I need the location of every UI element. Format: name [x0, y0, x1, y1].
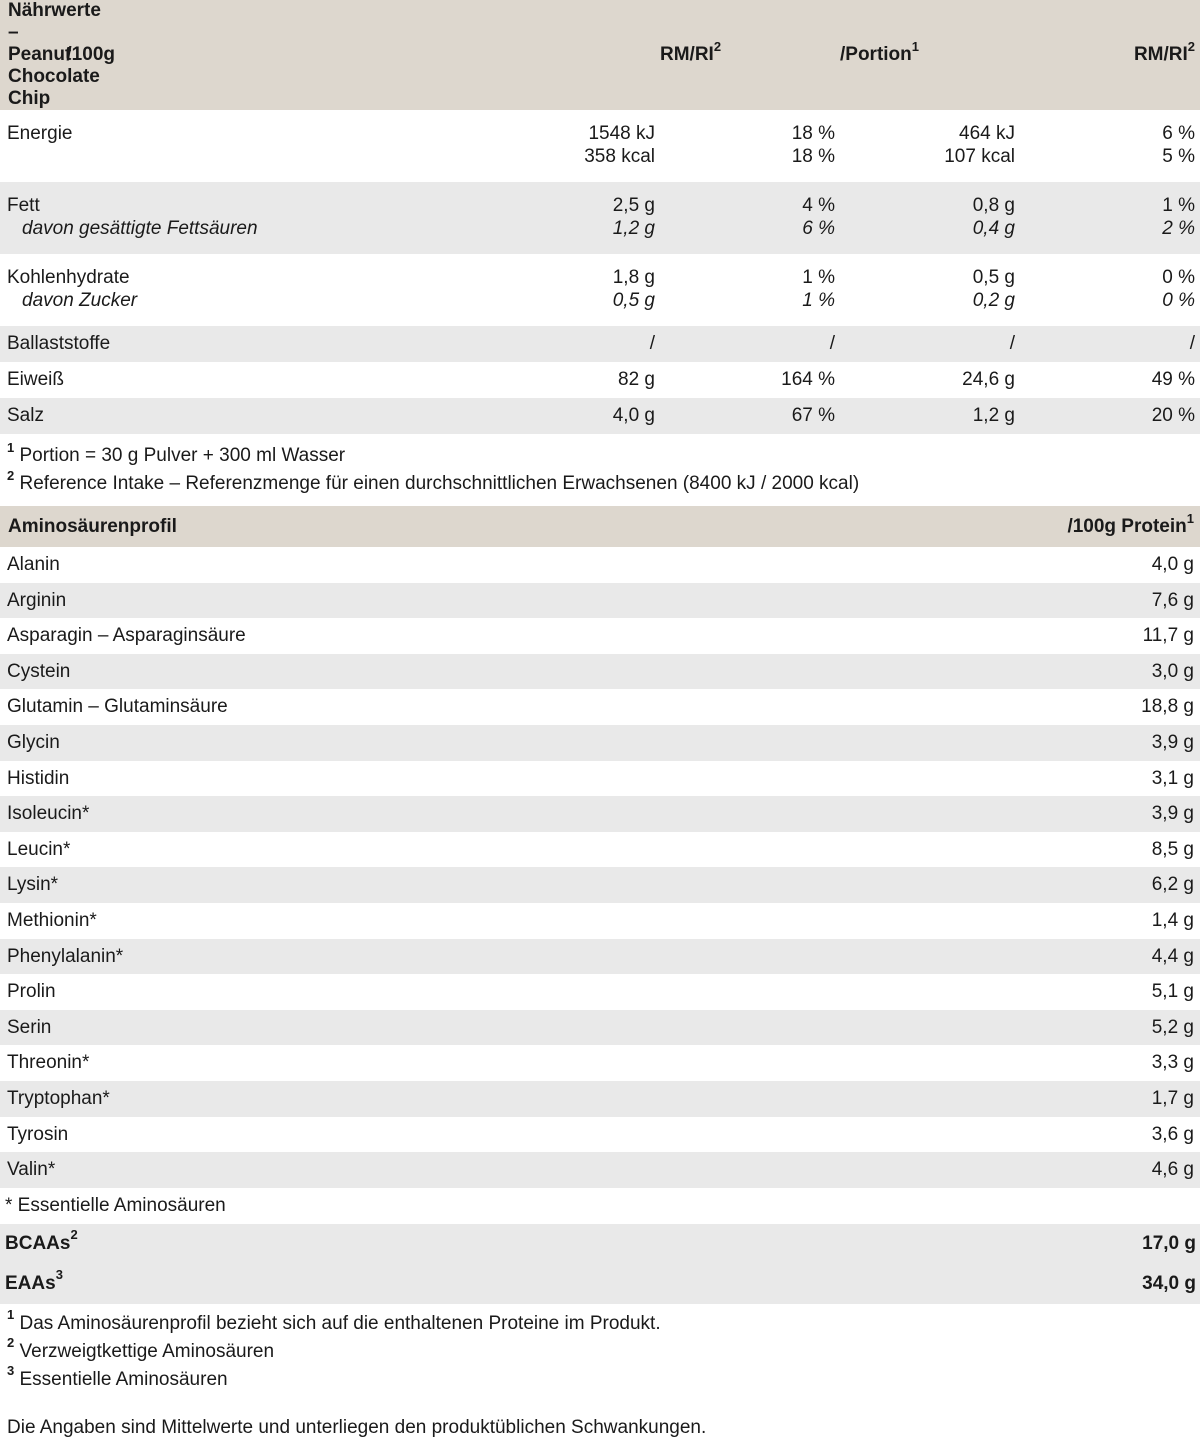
- amino-header-value: [1067, 506, 1194, 547]
- nutrition-line: [0, 404, 1200, 428]
- amino-row: [0, 725, 1200, 761]
- amino-name: Alanin: [7, 554, 60, 575]
- nutrient-value: 2 %: [1162, 218, 1195, 239]
- nutrient-sub-label: davon Zucker: [22, 290, 138, 311]
- nutrient-label: Salz: [7, 405, 44, 426]
- nutrient-value: 1,8 g: [612, 267, 655, 288]
- amino-value: 4,0 g: [1151, 554, 1194, 575]
- amino-name: Histidin: [7, 767, 70, 789]
- nutrient-value: 0,8 g: [972, 195, 1015, 216]
- nutrition-line: [0, 266, 1200, 289]
- bcaa-label-text: BCAAs: [5, 1232, 71, 1254]
- amino-name: Methionin*: [7, 909, 97, 931]
- amino-section: [0, 506, 1200, 1304]
- nutrient-value: 82 g: [618, 369, 655, 390]
- nutrient-value: 358 kcal: [584, 146, 655, 167]
- amino-value: 3,1 g: [1151, 767, 1194, 789]
- amino-row: [0, 761, 1200, 797]
- bcaa-label: [5, 1224, 78, 1264]
- amino-row: [0, 867, 1200, 903]
- essential-note: * Essentielle Aminosäuren: [0, 1188, 1200, 1224]
- nutrient-value: 107 kcal: [944, 146, 1015, 167]
- nutrient-label: Kohlenhydrate: [7, 267, 130, 288]
- footnote: $^3$ Essentielle Aminosäuren: [7, 1363, 228, 1390]
- eaa-value: 34,0 g: [1142, 1272, 1196, 1294]
- nutrition-row: [0, 326, 1200, 362]
- amino-name: Glutamin – Glutaminsäure: [7, 696, 228, 718]
- amino-row: [0, 939, 1200, 975]
- header-portion: /Portion$^1$: [840, 0, 1020, 110]
- nutrition-row: [0, 182, 1200, 254]
- amino-value: 3,3 g: [1151, 1052, 1194, 1074]
- amino-value: 1,4 g: [1151, 909, 1194, 931]
- nutrient-value: 18 %: [791, 146, 835, 167]
- nutrient-value: 164 %: [781, 369, 835, 390]
- nutrient-value: 1 %: [802, 267, 835, 288]
- nutrient-value: 4 %: [802, 195, 835, 216]
- nutrient-value: 6 %: [1162, 123, 1195, 144]
- amino-row: [0, 1152, 1200, 1188]
- nutrition-row: [0, 398, 1200, 434]
- amino-value: 4,6 g: [1151, 1159, 1194, 1181]
- amino-value: 18,8 g: [1141, 696, 1194, 718]
- amino-name: Tyrosin: [7, 1123, 69, 1145]
- amino-row: [0, 903, 1200, 939]
- nutrient-value: 18 %: [791, 123, 835, 144]
- amino-name: Valin*: [7, 1159, 56, 1181]
- amino-name: Lysin*: [7, 874, 59, 896]
- nutrient-value: 0,2 g: [972, 290, 1015, 311]
- nutrient-label: Ballaststoffe: [7, 333, 111, 354]
- nutrition-row: [0, 110, 1200, 182]
- nutrient-value: 464 kJ: [959, 123, 1015, 144]
- nutrient-value: 49 %: [1151, 369, 1195, 390]
- amino-header-label: Aminosäurenprofil: [8, 516, 177, 537]
- nutrition-footnotes: [0, 434, 1200, 506]
- amino-value: 5,1 g: [1151, 981, 1194, 1003]
- amino-name: Glycin: [7, 731, 60, 753]
- nutrient-value: 5 %: [1162, 146, 1195, 167]
- nutrient-label: Fett: [7, 195, 40, 216]
- amino-value: 4,4 g: [1151, 945, 1194, 967]
- amino-name: Arginin: [7, 589, 67, 611]
- nutrition-row: [0, 362, 1200, 398]
- nutrition-line: [0, 194, 1200, 217]
- nutrition-body: [0, 110, 1200, 434]
- nutrient-value: 1 %: [802, 290, 835, 311]
- footnote: $^1$ Portion = 30 g Pulver + 300 ml Wasser: [7, 439, 346, 466]
- amino-value: 3,0 g: [1151, 660, 1194, 682]
- amino-row: [0, 974, 1200, 1010]
- bcaa-value: 17,0 g: [1142, 1232, 1196, 1254]
- amino-row: [0, 832, 1200, 868]
- amino-row: [0, 547, 1200, 583]
- amino-value: 3,9 g: [1151, 803, 1194, 825]
- nutrient-value: 0 %: [1162, 267, 1195, 288]
- header-rmri-portion: $RM/RI^2$: [1020, 0, 1200, 110]
- amino-row: [0, 1117, 1200, 1153]
- nutrition-row: [0, 254, 1200, 326]
- header-per100: /100g: [0, 0, 660, 110]
- amino-value: 5,2 g: [1151, 1016, 1194, 1038]
- amino-name: Leucin*: [7, 838, 71, 860]
- nutrient-value: 20 %: [1151, 405, 1195, 426]
- nutrient-value: /: [649, 333, 655, 354]
- amino-name: Prolin: [7, 981, 56, 1003]
- amino-name: Tryptophan*: [7, 1087, 110, 1109]
- amino-value: 11,7 g: [1142, 625, 1194, 647]
- nutrient-value: 67 %: [791, 405, 835, 426]
- disclaimer: Die Angaben sind Mittelwerte und unterliegen den produktüblichen Schwankungen.: [7, 1416, 707, 1438]
- nutrient-value: 1548 kJ: [588, 123, 655, 144]
- amino-value: 3,6 g: [1151, 1123, 1194, 1145]
- nutrient-value: /: [1009, 333, 1015, 354]
- nutrient-value: 6 %: [802, 218, 835, 239]
- nutrient-label: Eiweiß: [7, 369, 65, 390]
- amino-value: 6,2 g: [1151, 874, 1194, 896]
- nutrient-value: 1 %: [1162, 195, 1195, 216]
- bcaa-label-sup: 2: [70, 1227, 78, 1243]
- amino-value: 7,6 g: [1151, 589, 1194, 611]
- nutrition-table: [0, 0, 1200, 110]
- amino-row: [0, 1045, 1200, 1081]
- nutrient-value: 0,5 g: [612, 290, 655, 311]
- amino-name: Cystein: [7, 660, 71, 682]
- amino-header-value-sup: 1: [1186, 510, 1194, 526]
- amino-row: [0, 796, 1200, 832]
- nutrient-value: 24,6 g: [962, 369, 1015, 390]
- amino-footnotes: [0, 1304, 1200, 1394]
- eaa-label-sup: 3: [55, 1267, 63, 1283]
- nutrient-value: /: [829, 333, 835, 354]
- amino-value: 1,7 g: [1151, 1087, 1194, 1109]
- nutrient-value: 1,2 g: [612, 218, 655, 239]
- nutrition-line: [0, 122, 1200, 145]
- nutrient-value: /: [1189, 333, 1195, 354]
- nutrition-header-row: Nährwerte – Peanut Chocolate Chip /100g $RM/RI^2$ /Portion$^1$ $RM/RI^2$: [0, 0, 1200, 110]
- amino-header-value-text: /100g Protein: [1067, 516, 1187, 537]
- eaa-row: [0, 1264, 1200, 1304]
- bcaa-row: [0, 1224, 1200, 1264]
- nutrition-line: [0, 145, 1200, 168]
- amino-row: [0, 1010, 1200, 1046]
- nutrient-value: 1,2 g: [972, 405, 1015, 426]
- amino-name: Asparagin – Asparaginsäure: [7, 625, 246, 647]
- nutrient-label: Energie: [7, 123, 73, 144]
- eaa-label-text: EAAs: [5, 1272, 56, 1294]
- amino-name: Phenylalanin*: [7, 945, 124, 967]
- amino-name: Isoleucin*: [7, 803, 90, 825]
- amino-value: 3,9 g: [1151, 731, 1194, 753]
- nutrition-line: [0, 332, 1200, 356]
- nutrient-value: 0 %: [1162, 290, 1195, 311]
- header-rmri-100: $RM/RI^2$: [660, 0, 840, 110]
- nutrient-value: 0,4 g: [972, 218, 1015, 239]
- nutrition-line: [0, 368, 1200, 392]
- amino-row: [0, 689, 1200, 725]
- amino-row: [0, 583, 1200, 619]
- amino-name: Serin: [7, 1016, 52, 1038]
- amino-name: Threonin*: [7, 1052, 90, 1074]
- footnote: $^2$ Reference Intake – Referenzmenge für einen durchschnittlichen Erwachsenen (8400 kJ / 2000 kcal): [7, 467, 860, 494]
- nutrient-sub-label: davon gesättigte Fettsäuren: [22, 218, 258, 239]
- nutrient-value: 4,0 g: [612, 405, 655, 426]
- eaa-label: [5, 1264, 63, 1304]
- footnote: $^2$ Verzweigtkettige Aminosäuren: [7, 1335, 275, 1362]
- amino-row: [0, 654, 1200, 690]
- nutrient-value: 2,5 g: [612, 195, 655, 216]
- nutrition-subline: [0, 217, 1200, 240]
- amino-header-row: [0, 506, 1200, 547]
- nutrition-subline: [0, 289, 1200, 312]
- amino-row: [0, 1081, 1200, 1117]
- amino-row: [0, 618, 1200, 654]
- footnote: $^1$ Das Aminosäurenprofil bezieht sich auf die enthaltenen Proteine im Produkt.: [7, 1307, 661, 1334]
- amino-value: 8,5 g: [1151, 838, 1194, 860]
- nutrient-value: 0,5 g: [972, 267, 1015, 288]
